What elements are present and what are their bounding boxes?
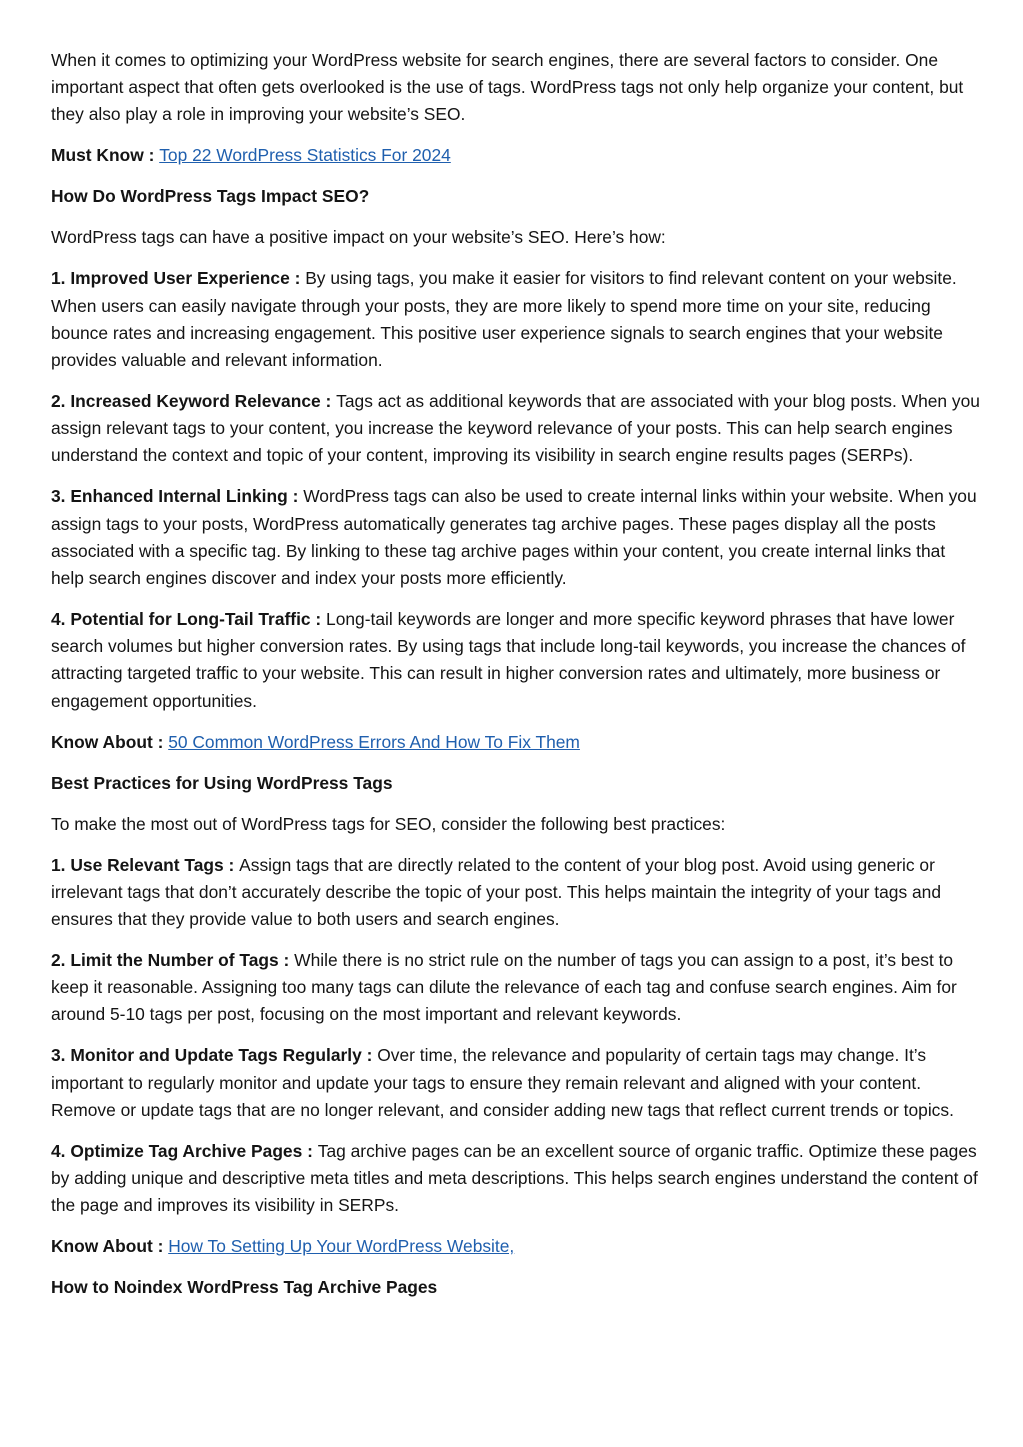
- heading-impact: [51, 183, 981, 210]
- impact-item-text: By using tags, you make it easier for visitors to find relevant content on your website. When users can easily navigate through your posts, they are more likely to spend more time on your site, reducing bounce rates and increasing engagement. This positive user experience signals to search engines that your website provides valuable and relevant information.: [51, 268, 957, 371]
- practice-item: [51, 1138, 981, 1220]
- heading-practices: [51, 770, 981, 797]
- know-about-link[interactable]: 50 Common WordPress Errors And How To Fix Them: [168, 731, 580, 752]
- impact-item-label: 3. Enhanced Internal Linking :: [51, 486, 304, 507]
- impact-item: [51, 265, 981, 374]
- practice-item: [51, 947, 981, 1029]
- impact-item: [51, 483, 981, 592]
- impact-item-text: WordPress tags can also be used to create internal links within your website. When you assign tags to your posts, WordPress automatically generates tag archive pages. These pages display all the posts associated with a specific tag. By linking to these tag archive pages within your content, you create internal links that help search engines discover and index your posts more efficiently.: [51, 486, 977, 589]
- practice-item-text: Tag archive pages can be an excellent source of organic traffic. Optimize these pages by adding unique and descriptive meta titles and meta descriptions. This helps search engines understand the content of the page and improves its visibility in SERPs.: [51, 1140, 978, 1216]
- impact-item-label: 1. Improved User Experience :: [51, 268, 306, 289]
- practice-item-label: 1. Use Relevant Tags :: [51, 854, 240, 875]
- know-about-label: Know About :: [51, 731, 169, 752]
- practices-intro: To make the most out of WordPress tags for SEO, consider the following best practices:: [51, 813, 726, 834]
- must-know-link[interactable]: Top 22 WordPress Statistics For 2024: [159, 145, 451, 166]
- impact-item-text: Tags act as additional keywords that are associated with your blog posts. When you assign relevant tags to your content, you increase the keyword relevance of your posts. This can help search engines understand the context and topic of your content, improving its visibility in search engine results pages (SERPs).: [51, 391, 980, 466]
- practice-item-text: While there is no strict rule on the number of tags you can assign to a post, it’s best to keep it reasonable. Assigning too many tags can dilute the relevance of each tag and confuse search engines. Aim for around 5-10 tags per post, focusing on the most important and relevant keywords.: [51, 950, 957, 1025]
- impact-intro: WordPress tags can have a positive impact on your website’s SEO. Here’s how:: [51, 227, 666, 248]
- know-about-line: [51, 729, 981, 756]
- impact-item-label: 2. Increased Keyword Relevance :: [51, 391, 337, 412]
- heading-impact-text: How Do WordPress Tags Impact SEO?: [51, 186, 370, 207]
- practice-item: [51, 1042, 981, 1124]
- practice-item-label: 4. Optimize Tag Archive Pages :: [51, 1140, 318, 1161]
- know-about-label: Know About :: [51, 1236, 169, 1257]
- practice-item: [51, 852, 981, 934]
- know-about-line: [51, 1233, 981, 1260]
- impact-item-text: Long-tail keywords are longer and more specific keyword phrases that have lower search volumes but higher conversion rates. By using tags that include long-tail keywords, you increase the chances of attracting targeted traffic to your website. This can result in higher conversion rates and ultimately, more business or engagement opportunities.: [51, 609, 966, 711]
- must-know-line: [51, 142, 981, 169]
- document-page: [51, 47, 981, 1315]
- practice-item-text: Over time, the relevance and popularity of certain tags may change. It’s important to regularly monitor and update your tags to ensure they remain relevant and aligned with your content. Remove or update tags that are no longer relevant, and consider adding new tags that reflect current trends or topics.: [51, 1045, 954, 1120]
- know-about-link[interactable]: How To Setting Up Your WordPress Website,: [168, 1236, 515, 1257]
- impact-item: [51, 606, 981, 715]
- heading-noindex: [51, 1274, 981, 1301]
- heading-noindex-text: How to Noindex WordPress Tag Archive Pages: [51, 1277, 438, 1298]
- practice-item-text: Assign tags that are directly related to the content of your blog post. Avoid using generic or irrelevant tags that don’t accurately describe the topic of your post. This helps maintain the integrity of your tags and ensures that they provide value to both users and search engines.: [51, 854, 941, 930]
- practice-item-label: 3. Monitor and Update Tags Regularly :: [51, 1045, 378, 1066]
- intro-paragraph: When it comes to optimizing your WordPress website for search engines, there are several factors to consider. One important aspect that often gets overlooked is the use of tags. WordPress tags not only help organize your content, but they also play a role in improving your website’s SEO.: [51, 50, 964, 125]
- heading-practices-text: Best Practices for Using WordPress Tags: [51, 772, 393, 793]
- impact-item: [51, 388, 981, 470]
- practice-item-label: 2. Limit the Number of Tags :: [51, 950, 295, 971]
- impact-item-label: 4. Potential for Long-Tail Traffic :: [51, 609, 327, 630]
- must-know-label: Must Know :: [51, 145, 160, 166]
